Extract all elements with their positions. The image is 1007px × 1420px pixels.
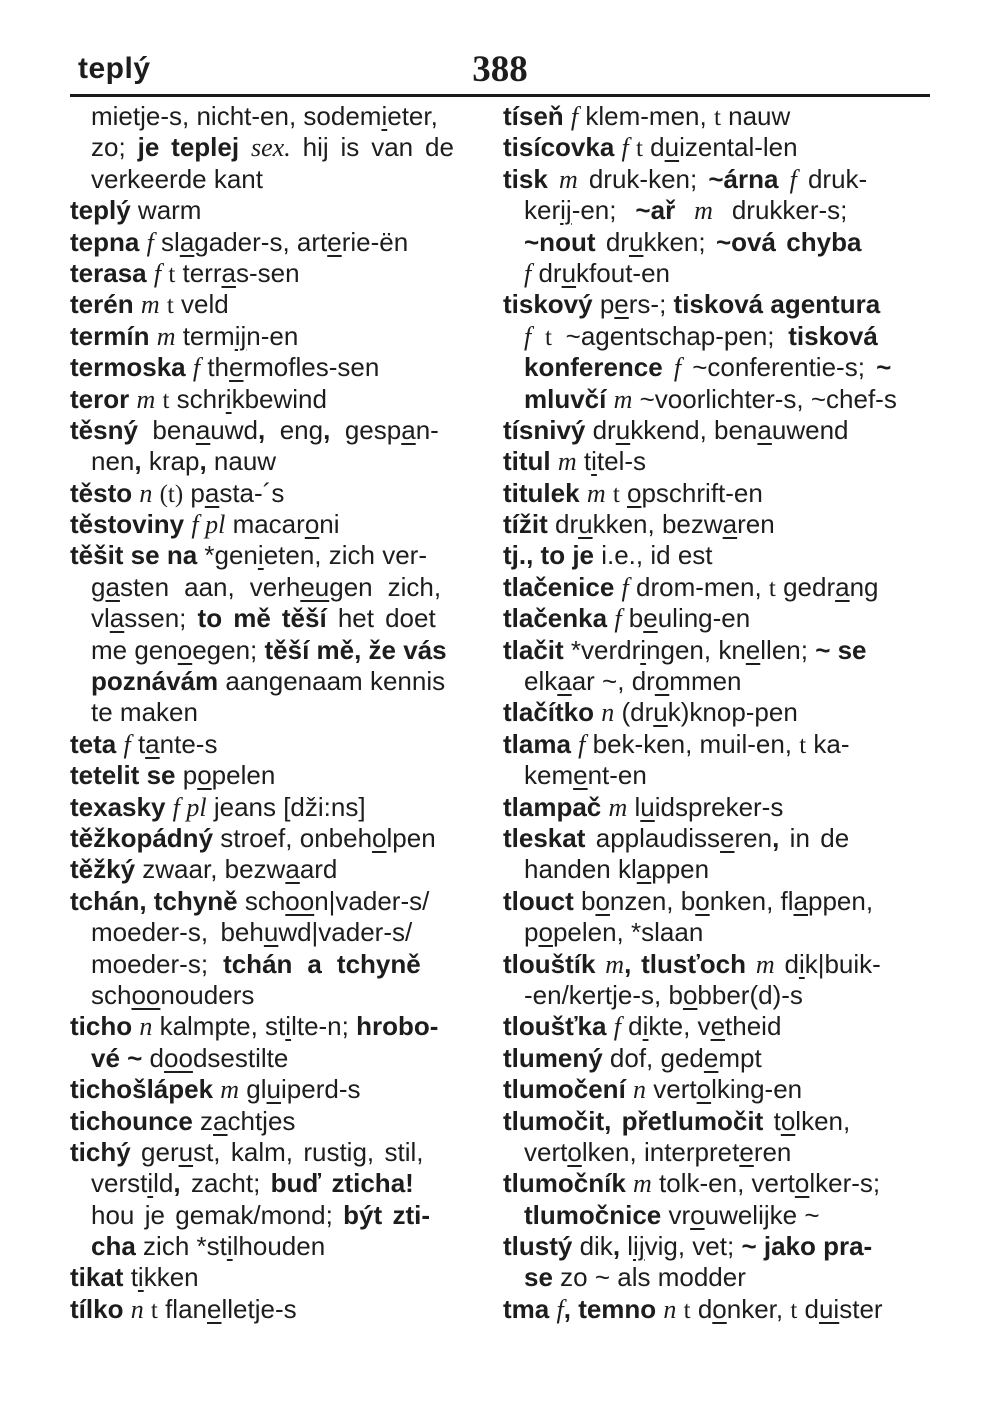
dictionary-line: vertolken, interpreteren [524, 1136, 792, 1167]
dictionary-line: tílko n t flanelletje-s [70, 1293, 297, 1324]
dictionary-line: texasky f pl jeans [dži:ns] [70, 791, 366, 822]
dictionary-line: tlumočník m tolk-en, vertolker-s; [503, 1168, 881, 1199]
dictionary-line: tlustý dik, lijvig, vet; ~ jako pra- [503, 1231, 873, 1262]
dictionary-line: tichý gerust, kalm, rustig, stil, [70, 1136, 424, 1167]
dictionary-line: tleskat applaudisseren, in de [503, 822, 850, 853]
dictionary-line: ticho n kalmpte, stilte-n; hrobo- [70, 1011, 439, 1042]
dictionary-line: tlouštík m, tlusťoch m dik|buik- [503, 948, 881, 979]
dictionary-line: tlačítko n (druk)knop-pen [503, 697, 798, 728]
dictionary-line: hou je gemak/mond; být zti- [91, 1199, 431, 1230]
dictionary-line: te maken [91, 697, 198, 728]
dictionary-column-right [503, 101, 907, 1325]
dictionary-line: těšit se na *genieten, zich ver- [70, 540, 427, 571]
dictionary-line: gasten aan, verheugen zich, [91, 571, 442, 602]
dictionary-line: tlumočit, přetlumočit tolken, [503, 1105, 851, 1136]
dictionary-line: tížit drukken, bezwaren [503, 509, 775, 540]
dictionary-line: termín m termijn-en [70, 320, 299, 351]
dictionary-line: cha zich *stilhouden [91, 1231, 326, 1262]
dictionary-line: těsný benauwd, eng, gespan- [70, 414, 439, 445]
page-header [70, 50, 930, 97]
dictionary-line: tj., to je i.e., id est [503, 540, 713, 571]
dictionary-line: tlumočnice vrouwelijke ~ [524, 1199, 820, 1230]
dictionary-line: se zo ~ als modder [524, 1262, 746, 1293]
dictionary-line: termoska f thermofles-sen [70, 352, 380, 383]
dictionary-line: tichounce zachtjes [70, 1105, 296, 1136]
dictionary-line: moeder-s; tchán a tchyně [91, 948, 421, 979]
dictionary-line: tlačenice f drom-men, t gedrang [503, 571, 879, 602]
dictionary-line: teplý warm [70, 195, 202, 226]
dictionary-line: tlumočení n vertolking-en [503, 1074, 803, 1105]
dictionary-line: handen klappen [524, 854, 710, 885]
dictionary-line: tma f, temno n t donker, t duister [503, 1293, 883, 1324]
dictionary-line: tisk m druk-ken; ~árna f druk- [503, 163, 868, 194]
dictionary-line: tloušťka f dikte, vetheid [503, 1011, 782, 1042]
dictionary-line: mluvčí m ~voorlichter-s, ~chef-s [524, 383, 897, 414]
dictionary-line: f t ~agentschap-pen; tisková [524, 320, 878, 351]
dictionary-line: tiskový pers-; tisková agentura [503, 289, 881, 320]
dictionary-line: verkeerde kant [91, 163, 263, 194]
dictionary-line: tísnivý drukkend, benauwend [503, 414, 849, 445]
dictionary-line: schoonouders [91, 979, 255, 1010]
dictionary-line: ~nout drukken; ~ová chyba [524, 226, 862, 257]
dictionary-line: těsto n (t) pasta-´s [70, 477, 285, 508]
dictionary-line: terasa f t terras-sen [70, 257, 300, 288]
dictionary-line: tlouct bonzen, bonken, flappen, [503, 885, 874, 916]
guide-word: teplý [78, 52, 151, 85]
dictionary-line: těžkopádný stroef, onbeholpen [70, 822, 436, 853]
page-number: 388 [472, 49, 528, 90]
dictionary-line: tíseň f klem-men, t nauw [503, 101, 791, 131]
dictionary-line: f drukfout-en [524, 257, 670, 288]
dictionary-line: verstild, zacht; buď zticha! [91, 1168, 414, 1199]
dictionary-line: titulek m t opschrift-en [503, 477, 763, 508]
dictionary-line: tepna f slagader-s, arterie-ën [70, 226, 409, 257]
dictionary-line: tisícovka f t duizental-len [503, 132, 798, 163]
dictionary-line: zo; je teplej sex. hij is van de [91, 132, 454, 163]
dictionary-line: tlama f bek-ken, muil-en, t ka- [503, 728, 850, 759]
dictionary-line: nen, krap, nauw [91, 446, 277, 477]
dictionary-line: vlassen; to mě těší het doet [91, 603, 436, 634]
dictionary-line: teror m t schrikbewind [70, 383, 327, 414]
dictionary-line: terén m t veld [70, 289, 229, 320]
dictionary-line: me genoegen; těší mě, že vás [91, 634, 447, 665]
dictionary-line: tchán, tchyně schoon|vader-s/ [70, 885, 430, 916]
dictionary-line: poznávám aangenaam kennis [91, 666, 446, 697]
dictionary-line: teta f tante-s [70, 728, 218, 759]
dictionary-line: tlumený dof, gedempt [503, 1042, 762, 1073]
dictionary-line: mietje-s, nicht-en, sodemieter, [91, 101, 438, 131]
dictionary-line: moeder-s, behuwd|vader-s/ [91, 917, 413, 948]
dictionary-line: tikat tikken [70, 1262, 199, 1293]
dictionary-line: kerij-en; ~ař m drukker-s; [524, 195, 848, 226]
dictionary-line: těžký zwaar, bezwaard [70, 854, 338, 885]
dictionary-line: konference f ~conferentie-s; ~ [524, 352, 892, 383]
dictionary-line: těstoviny f pl macaroni [70, 509, 340, 540]
dictionary-line: popelen, *slaan [524, 917, 704, 948]
dictionary-line: elkaar ~, drommen [524, 666, 742, 697]
dictionary-line: kement-en [524, 760, 647, 791]
dictionary-line: tetelit se popelen [70, 760, 276, 791]
dictionary-line: vé ~ doodsestilte [91, 1042, 289, 1073]
dictionary-line: tlačenka f beuling-en [503, 603, 751, 634]
dictionary-line: titul m titel-s [503, 446, 647, 477]
dictionary-line: tichošlápek m gluiperd-s [70, 1074, 361, 1105]
dictionary-line: -en/kertje-s, bobber(d)-s [524, 979, 803, 1010]
dictionary-line: tlačit *verdringen, knellen; ~ se [503, 634, 867, 665]
dictionary-column-left [70, 101, 482, 1325]
dictionary-line: tlampač m luidspreker-s [503, 791, 784, 822]
